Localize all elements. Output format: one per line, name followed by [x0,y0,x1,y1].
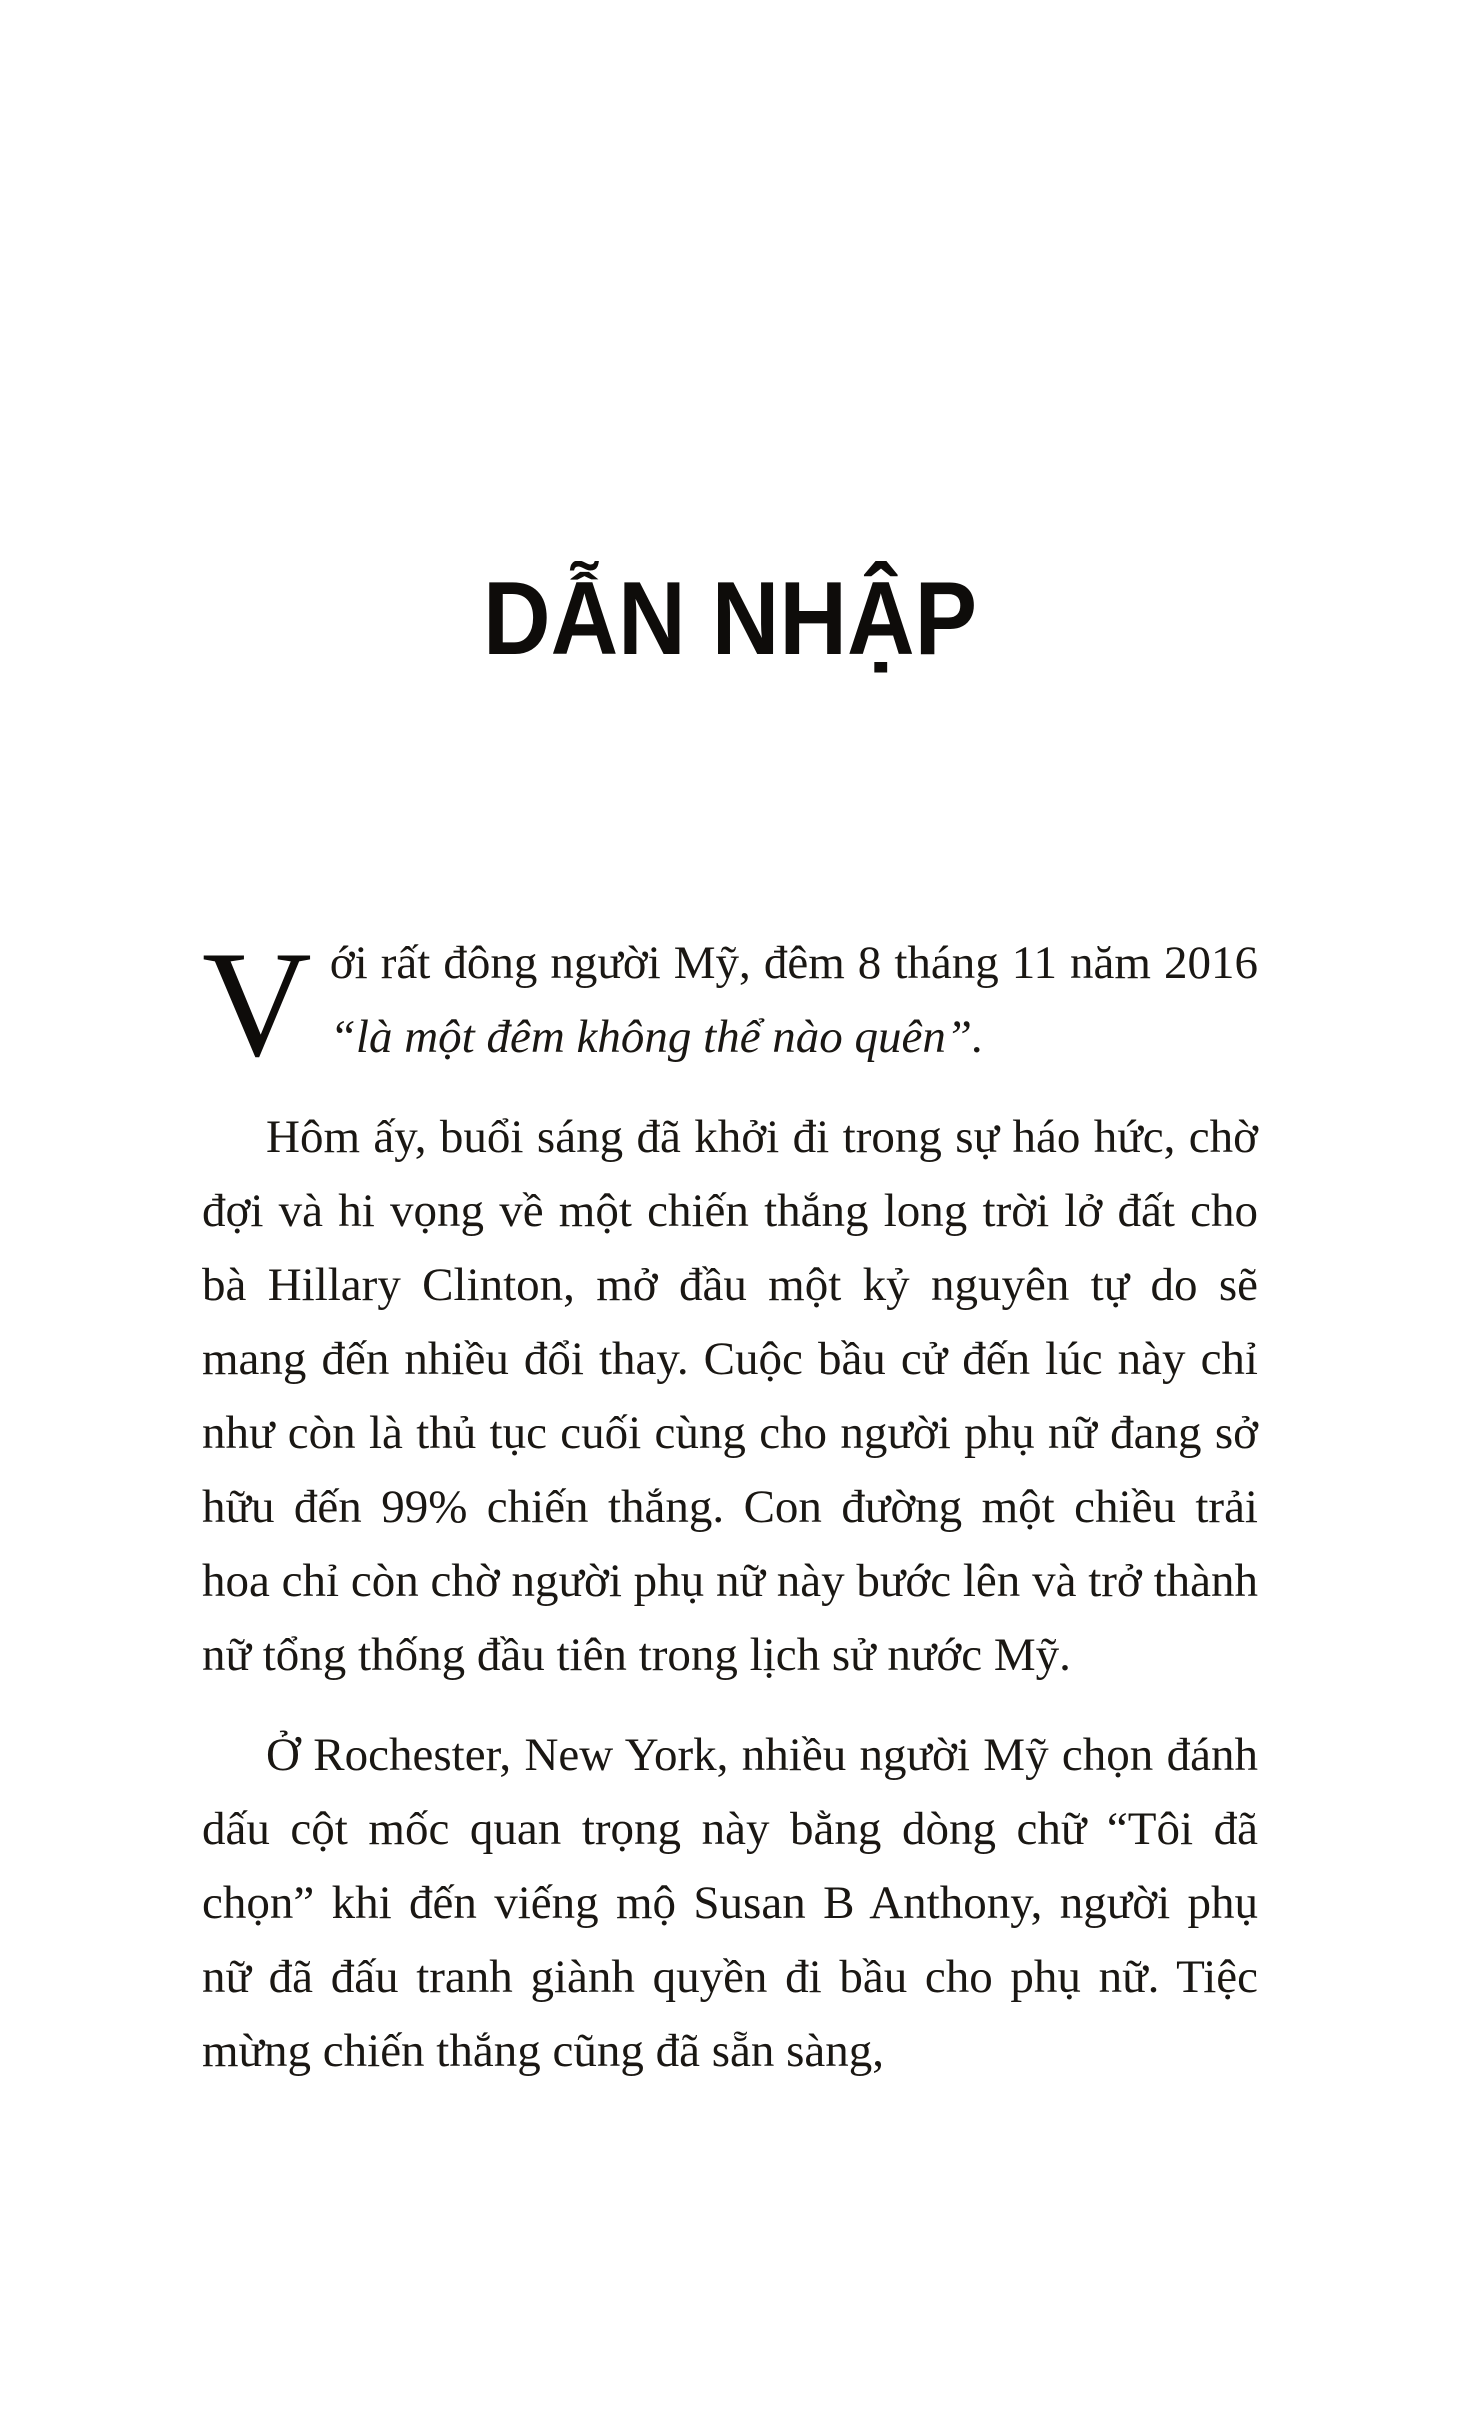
dropcap-letter: V [202,920,312,1089]
chapter-title: DẪN NHẬP [482,561,978,677]
paragraph-1-lead-text: ới rất đông người Mỹ, đêm 8 tháng 11 năm 2016 [329,937,1258,990]
paragraph-1 [202,920,1258,1089]
paragraph-3: Ở Rochester, New York, nhiều người Mỹ chọn đánh dấu cột mốc quan trọng này bằng dòng chữ “Tôi đã chọn” khi đến viếng mộ Susan B Anthony, người phụ nữ đã đấu tranh giành quyền đi bầu cho phụ nữ. Tiệc mừng chiến thắng cũng đã sẵn sàng, [202,1729,1258,2078]
paragraph-1-quoted-phrase: “là một đêm không thể nào quên”. [329,1011,984,1064]
paragraph-2: Hôm ấy, buổi sáng đã khởi đi trong sự háo hức, chờ đợi và hi vọng về một chiến thắng long trời lở đất cho bà Hillary Clinton, mở đầu một kỷ nguyên tự do sẽ mang đến nhiều đổi thay. Cuộc bầu cử đến lúc này chỉ như còn là thủ tục cuối cùng cho người phụ nữ đang sở hữu đến 99% chiến thắng. Con đường một chiều trải hoa chỉ còn chờ người phụ nữ này bước lên và trở thành nữ tổng thống đầu tiên trong lịch sử nước Mỹ. [202,1111,1258,1682]
page-body [202,920,1258,2088]
